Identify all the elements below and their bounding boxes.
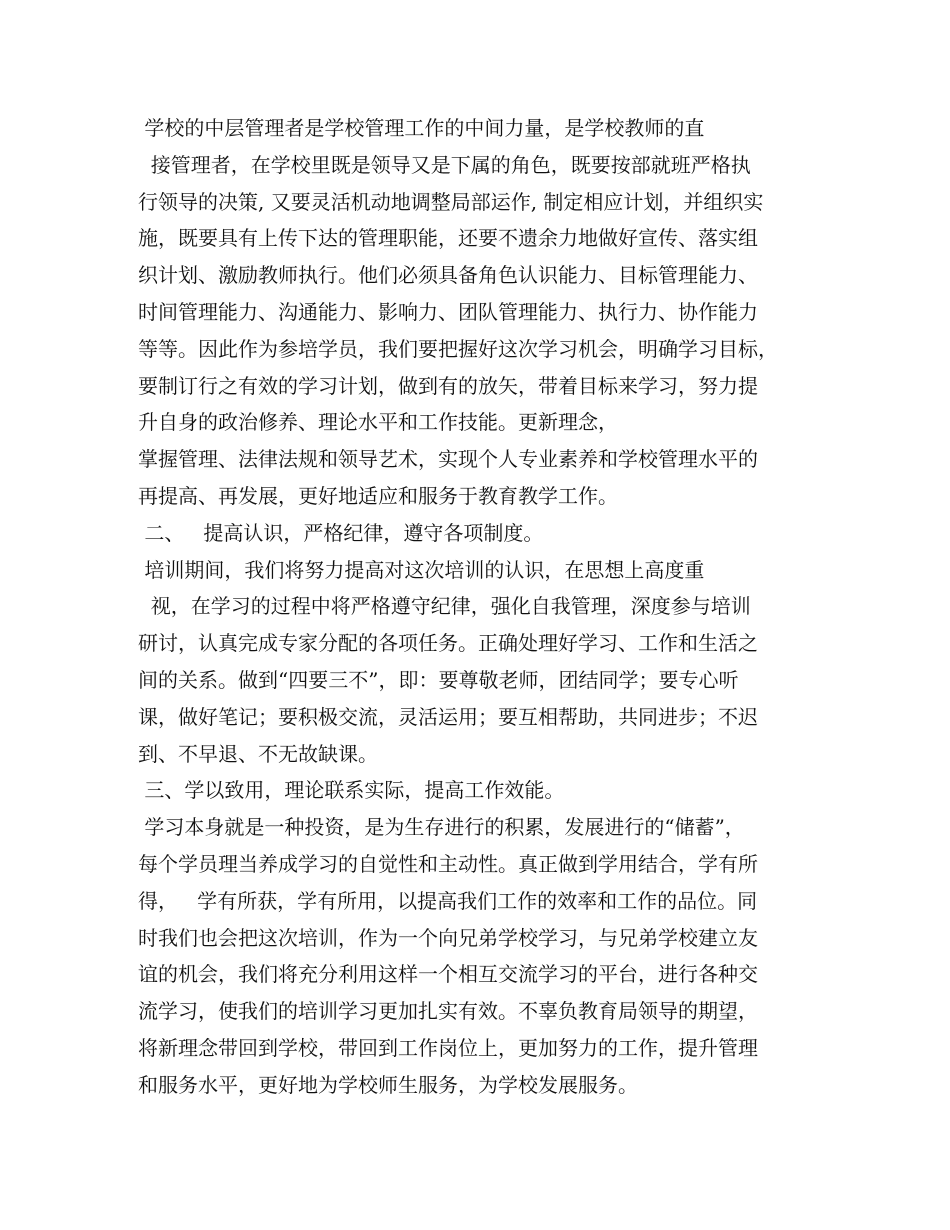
text-line: 和服务水平，更好地为学校师生服务，为学校发展服务。 <box>138 1072 638 1097</box>
document-body <box>138 110 828 1104</box>
text-line: 课，做好笔记；要积极交流，灵活运用；要互相帮助，共同进步；不迟 <box>138 704 758 729</box>
text-line: 织计划、激励教师执行。他们必须具备角色认识能力、目标管理能力、 <box>138 263 758 288</box>
text-line: 时间管理能力、沟通能力、影响力、团队管理能力、执行力、协作能力 <box>138 299 758 324</box>
text-line: 再提高、再发展，更好地适应和服务于教育教学工作。 <box>138 483 618 508</box>
text-line: 掌握管理、法律法规和领导艺术，实现个人专业素养和学校管理水平的 <box>138 447 758 472</box>
text-line: 谊的机会，我们将充分利用这样一个相互交流学习的平台，进行各种交 <box>138 962 758 987</box>
text-line: 培训期间，我们将努力提高对这次培训的认识，在思想上高度重 <box>138 557 705 582</box>
text-line: 将新理念带回到学校，带回到工作岗位上，更加努力的工作，提升管理 <box>138 1035 758 1060</box>
text-line: 每个学员理当养成学习的自觉性和主动性。真正做到学用结合，学有所 <box>138 851 758 876</box>
text-line: 学习本身就是一种投资，是为生存进行的积累，发展进行的“储蓄”， <box>138 815 745 840</box>
text-line: 接管理者，在学校里既是领导又是下属的角色，既要按部就班严格执 <box>138 152 751 177</box>
text-line: 视，在学习的过程中将严格遵守纪律，强化自我管理，深度参与培训 <box>138 594 751 619</box>
text-line: 研讨，认真完成专家分配的各项任务。正确处理好学习、工作和生活之 <box>138 631 758 656</box>
text-line: 时我们也会把这次培训，作为一个向兄弟学校学习，与兄弟学校建立友 <box>138 925 758 950</box>
text-line: 等等。因此作为参培学员，我们要把握好这次学习机会，明确学习目标， <box>138 336 778 361</box>
section-heading: 三、学以致用，理论联系实际，提高工作效能。 <box>138 778 565 803</box>
text-line: 学校的中层管理者是学校管理工作的中间力量，是学校教师的直 <box>138 116 705 140</box>
text-line: 行领导的决策, 又要灵活机动地调整局部运作, 制定相应计划，并组织实 <box>138 189 764 214</box>
text-line: 施，既要具有上传下达的管理职能，还要不遗余力地做好宣传、落实组 <box>138 226 758 251</box>
text-line: 到、不早退、不无故缺课。 <box>138 741 378 766</box>
text-line: 间的关系。做到“四要三不”，即：要尊敬老师，团结同学；要专心听 <box>138 667 739 692</box>
text-line: 升自身的政治修养、理论水平和工作技能。更新理念， <box>138 410 618 435</box>
section-heading: 二、 提高认识，严格纪律，遵守各项制度。 <box>138 520 544 545</box>
text-line: 流学习，使我们的培训学习更加扎实有效。不辜负教育局领导的期望， <box>138 999 758 1024</box>
text-line: 得， 学有所获，学有所用，以提高我们工作的效率和工作的品位。同 <box>138 888 758 913</box>
text-line: 要制订行之有效的学习计划，做到有的放矢，带着目标来学习，努力提 <box>138 373 758 398</box>
